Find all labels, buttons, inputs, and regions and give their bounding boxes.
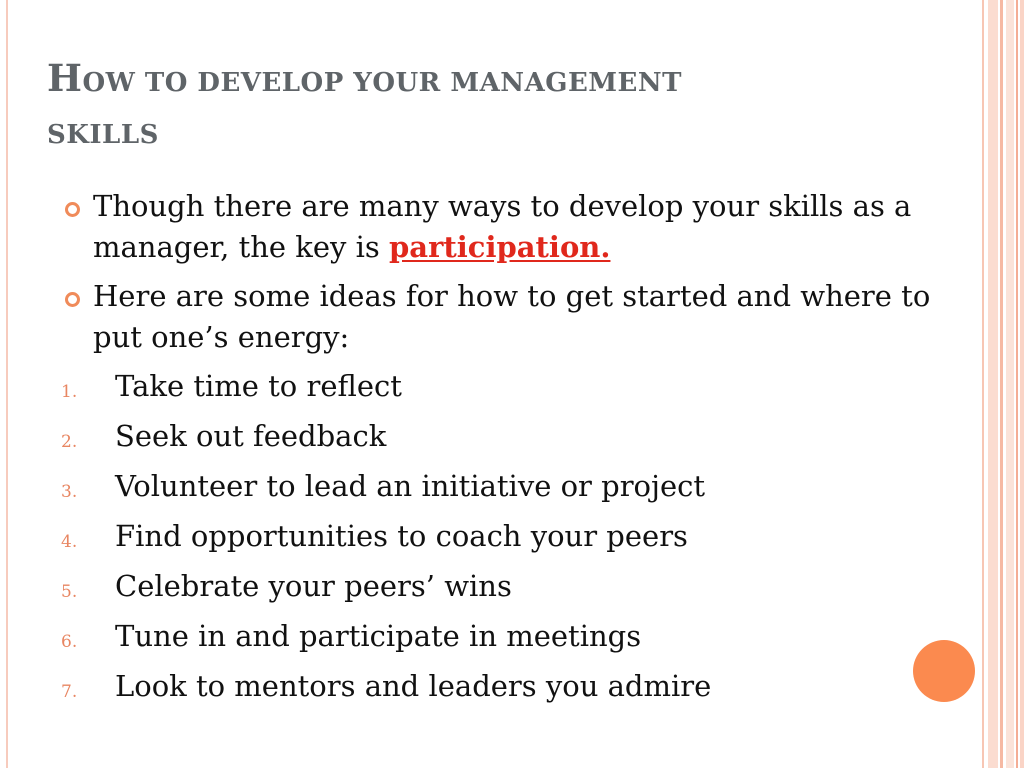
decorative-orange-circle <box>913 640 975 702</box>
item-number: 7. <box>61 682 78 702</box>
bullet-text: Though there are many ways to develop your skills as a manager, the key is <box>93 189 912 264</box>
slide-title <box>47 52 947 161</box>
stripe <box>1016 0 1018 768</box>
title-line-1-text: OW TO DEVELOP YOUR MANAGEMENT <box>82 68 682 98</box>
bullet-item <box>55 276 935 358</box>
left-border-line <box>6 0 8 768</box>
item-number: 1. <box>61 382 78 402</box>
item-text: Celebrate your peers’ wins <box>115 569 512 603</box>
item-text: Take time to reflect <box>115 369 402 403</box>
stripe <box>1006 0 1014 768</box>
item-number: 6. <box>61 632 78 652</box>
highlight-participation: participation. <box>389 230 611 264</box>
title-line-1 <box>47 52 947 109</box>
bullet-circle-icon <box>65 292 80 307</box>
stripe <box>988 0 998 768</box>
item-number: 5. <box>61 582 78 602</box>
bullet-circle-icon <box>65 202 80 217</box>
item-number: 2. <box>61 432 78 452</box>
item-text: Find opportunities to coach your peers <box>115 519 688 553</box>
numbered-item <box>55 416 935 466</box>
item-text: Look to mentors and leaders you admire <box>115 669 712 703</box>
title-initial-cap: H <box>47 56 83 100</box>
numbered-item <box>55 516 935 566</box>
item-number: 4. <box>61 532 78 552</box>
numbered-item <box>55 566 935 616</box>
item-text: Volunteer to lead an initiative or project <box>115 469 706 503</box>
stripe <box>1020 0 1024 768</box>
item-text: Tune in and participate in meetings <box>115 619 642 653</box>
stripe <box>1000 0 1003 768</box>
slide-body <box>55 186 935 716</box>
right-decorative-stripes <box>982 0 1024 768</box>
bullet-item <box>55 186 935 268</box>
numbered-item <box>55 616 935 666</box>
numbered-item <box>55 666 935 716</box>
item-text: Seek out feedback <box>115 419 387 453</box>
title-line-2: SKILLS <box>47 120 159 150</box>
stripe <box>982 0 984 768</box>
numbered-item <box>55 466 935 516</box>
numbered-item <box>55 366 935 416</box>
item-number: 3. <box>61 482 78 502</box>
bullet-text: Here are some ideas for how to get started and where to put one’s energy: <box>93 279 931 354</box>
